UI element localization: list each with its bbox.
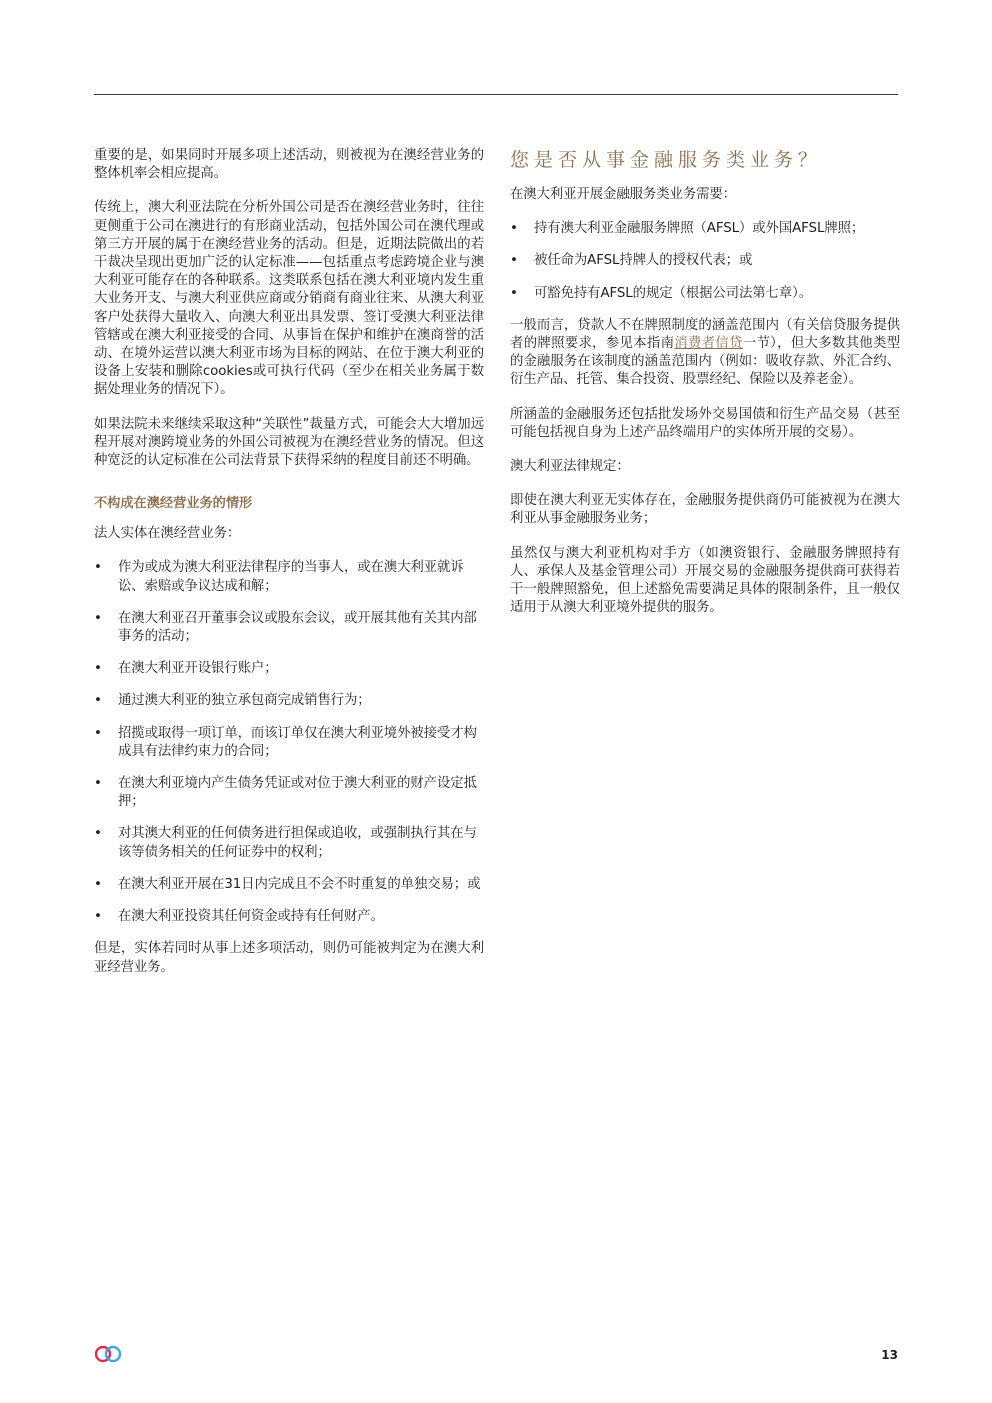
- list-item: • 被任命为AFSL持牌人的授权代表；或: [510, 252, 900, 270]
- paragraph-activities-probability: 重要的是，如果同时开展多项上述活动，则被视为在澳经营业务的整体机率会相应提高。: [94, 148, 484, 182]
- list-item: • 在澳大利亚开展在31日内完成且不会不时重复的单独交易；或: [94, 876, 484, 894]
- list-item: • 招揽或取得一项订单，而该订单仅在澳大利亚境外被接受才构成具有法律约束力的合同；: [94, 725, 477, 759]
- list-item: • 可豁免持有AFSL的规定（根据公司法第七章）。: [510, 285, 900, 303]
- double-ring-logo-icon: [93, 1344, 125, 1364]
- subheading-not-carrying-on-business: 不构成在澳经营业务的情形: [94, 496, 253, 512]
- section-heading-financial-services: 您是否从事金融服务类业务？: [510, 149, 823, 171]
- left-column: [94, 147, 484, 993]
- bullet-icon: •: [510, 253, 518, 269]
- list-item: • 持有澳大利亚金融服务牌照（AFSL）或外国AFSL牌照；: [510, 220, 900, 238]
- list-item: • 通过澳大利亚的独立承包商完成销售行为；: [94, 692, 484, 710]
- right-bullet-list: [510, 220, 900, 303]
- paragraph-no-physical-presence: 即使在澳大利亚无实体存在，金融服务提供商仍可能被视为在澳大利亚从事金融服务业务；: [510, 493, 900, 527]
- list-item: • 在澳大利亚开设银行账户；: [94, 660, 484, 678]
- bullet-icon: •: [94, 693, 102, 709]
- consumer-credit-link[interactable]: 消费者信贷: [674, 336, 743, 352]
- list-item: • 在澳大利亚召开董事会议或股东会议，或开展其他有关其内部事务的活动；: [94, 610, 477, 645]
- paragraph-licensing-scope: 一般而言，贷款人不在牌照制度的涵盖范围内（有关信贷服务提供者的牌照要求，参见本指南消费者信贷一节），但大多数其他类型的金融服务在该制度的涵盖范围内（例如：吸收存款、外汇合约、衍生产品、托管、集合投资、股票经纪、保险以及养老金）。: [510, 317, 900, 388]
- paragraph-closing: 但是，实体若同时从事上述多项活动，则仍可能被判定为在澳大利亚经营业务。: [94, 941, 484, 975]
- list-item: • 在澳大利亚投资其任何资金或持有任何财产。: [94, 908, 484, 926]
- list-item: • 在澳大利亚境内产生债务凭证或对位于澳大利亚的财产设定抵押；: [94, 776, 477, 810]
- paragraph-entity-intro: 法人实体在澳经营业务：: [94, 526, 241, 542]
- right-column: [510, 147, 900, 633]
- paragraph-court-analysis: 传统上，澳大利亚法院在分析外国公司是否在澳经营业务时，往往更侧重于公司在澳进行的有形商业活动，包括外国公司在澳代理或第三方开展的属于在澳经营业务的活动。但是，近期法院做出的若干裁决呈现出更加广泛的认定标准——包括重点考虑跨境企业与澳大利亚可能存在的各种联系。这类联系包括在澳大利亚境内发生重大业务开支、与澳大利亚供应商或分销商有商业往来、从澳大利亚客户处获得大量收入、向澳大利亚出具发票、签订受澳大利亚法律管辖或在澳大利亚接受的合同、从事旨在保护和维护在澳商誉的活动、在境外运营以澳大利亚市场为目标的网站、在位于澳大利亚的设备上安装和删除cookies或可执行代码（至少在相关业务属于数据处理业务的情况下）。: [94, 200, 484, 398]
- bullet-icon: •: [510, 221, 518, 237]
- bullet-icon: •: [94, 776, 102, 792]
- paragraph-exemptions: 虽然仅与澳大利亚机构对手方（如澳资银行、金融服务牌照持有人、承保人及基金管理公司）开展交易的金融服务提供商可获得若干一般牌照豁免，但上述豁免需要满足具体的限制条件，且一般仅适用于从澳大利亚境外提供的服务。: [510, 545, 900, 616]
- bullet-icon: •: [94, 560, 102, 576]
- paragraph-wholesale-otc: 所涵盖的金融服务还包括批发场外交易国债和衍生产品交易（甚至可能包括视自身为上述产品终端用户的实体所开展的交易）。: [510, 406, 900, 440]
- bullet-icon: •: [94, 909, 102, 925]
- bullet-icon: •: [94, 826, 102, 842]
- list-item: • 作为或成为澳大利亚法律程序的当事人，或在澳大利亚就诉讼、索赔或争议达成和解；: [94, 560, 464, 594]
- list-item: • 对其澳大利亚的任何债务进行担保或追收，或强制执行其在与该等债务相关的任何证券中的权利；: [94, 826, 477, 860]
- bullet-icon: •: [94, 610, 102, 626]
- paragraph-law-provides: 澳大利亚法律规定：: [510, 459, 630, 475]
- bullet-icon: •: [94, 725, 102, 741]
- paragraph-nexus-approach: 如果法院未来继续采取这种“关联性”裁量方式，可能会大大增加远程开展对澳跨境业务的外国公司被视为在澳经营业务的情况。但这种宽泛的认定标准在公司法背景下获得采纳的程度目前还不明确。: [94, 416, 484, 469]
- bullet-icon: •: [510, 285, 518, 301]
- bullet-icon: •: [94, 876, 102, 892]
- top-divider: [94, 94, 898, 95]
- left-bullet-list: [94, 559, 484, 926]
- page-number: 13: [881, 1348, 898, 1362]
- paragraph-requirements-intro: 在澳大利亚开展金融服务类业务需要：: [510, 187, 736, 202]
- bullet-icon: •: [94, 661, 102, 677]
